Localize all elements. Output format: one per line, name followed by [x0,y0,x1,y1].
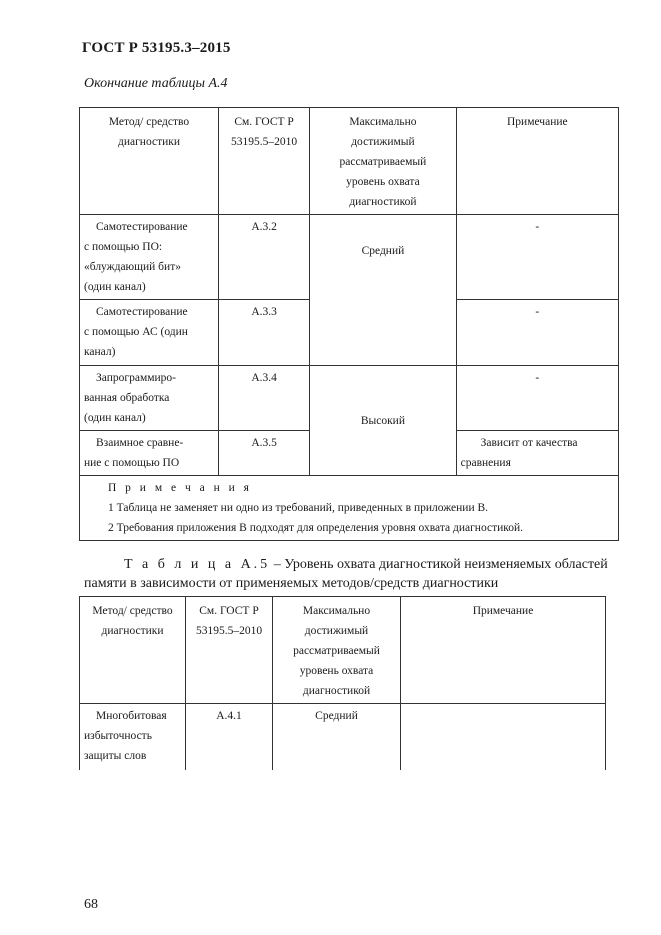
cell-level: Средний [273,704,401,771]
header-ref: См. ГОСТ Р 53195.5–2010 [218,108,309,215]
document-number: ГОСТ Р 53195.3–2015 [82,40,231,56]
header-ref: См. ГОСТ Р 53195.5–2010 [186,597,273,704]
table-notes [80,476,619,541]
cell-method: Самотестирование с помощью АС (один канал) [80,300,219,366]
cell-note: - [456,215,618,300]
table-row [80,215,619,300]
table-a5-caption: Т а б л и ц а А.5 – Уровень охвата диагностикой неизменяемых областей памяти в зависимости от применяемых методов/средств диагностики [84,557,608,591]
cell-method: Многобитовая избыточность защиты слов [80,704,186,771]
table-a5 [79,596,606,770]
header-method: Метод/ средство диагностики [80,108,219,215]
note-item: 1 Таблица не заменяет ни одно из требований, приведенных в приложении В. [108,502,489,514]
header-level: Максимально достижимый рассматриваемый уровень охвата диагностикой [273,597,401,704]
cell-level-medium: Средний [310,215,456,366]
cell-note: - [456,300,618,366]
cell-ref: А.3.3 [218,300,309,366]
table-a4 [79,107,619,541]
header-note: Примечание [401,597,606,704]
notes-title: П р и м е ч а н и я [108,482,252,494]
table-row [80,366,619,431]
header-level: Максимально достижимый рассматриваемый уровень охвата диагностикой [310,108,456,215]
table-header-row [80,108,619,215]
cell-ref: А.4.1 [186,704,273,771]
cell-ref: А.3.5 [218,431,309,476]
cell-note [401,704,606,771]
cell-ref: А.3.2 [218,215,309,300]
note-item: 2 Требования приложения В подходят для определения уровня охвата диагностикой. [108,522,524,534]
table-row [80,704,606,771]
table-a4-caption: Окончание таблицы А.4 [84,76,228,91]
header-note: Примечание [456,108,618,215]
cell-method: Самотестирование с помощью ПО: «блуждающий бит» (один канал) [80,215,219,300]
cell-level-high: Высокий [310,366,456,476]
cell-method: Запрограммиро- ванная обработка (один канал) [80,366,219,431]
notes-row [80,476,619,541]
cell-note: - [456,366,618,431]
page-number: 68 [84,897,98,912]
cell-method: Взаимное сравне- ние с помощью ПО [80,431,219,476]
table-header-row [80,597,606,704]
header-method: Метод/ средство диагностики [80,597,186,704]
cell-ref: А.3.4 [218,366,309,431]
cell-note: Зависит от качества сравнения [456,431,618,476]
